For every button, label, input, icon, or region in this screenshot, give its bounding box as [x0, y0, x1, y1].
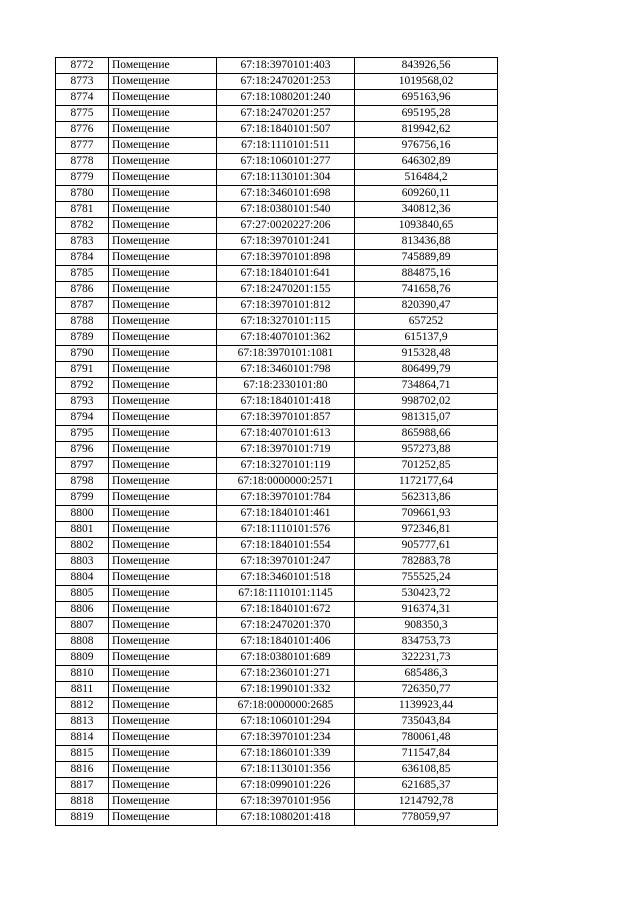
- cadastral-number: 67:18:0380101:540: [217, 202, 355, 218]
- table-row: [56, 730, 498, 746]
- row-number: 8787: [56, 298, 109, 314]
- object-type: Помещение: [109, 154, 217, 170]
- row-number: 8776: [56, 122, 109, 138]
- cadastral-value: 780061,48: [355, 730, 498, 746]
- cadastral-value: 782883,78: [355, 554, 498, 570]
- table-row: [56, 314, 498, 330]
- object-type: Помещение: [109, 298, 217, 314]
- object-type: Помещение: [109, 314, 217, 330]
- cadastral-number: 67:18:3460101:798: [217, 362, 355, 378]
- cadastral-value: 516484,2: [355, 170, 498, 186]
- cadastral-value: 734864,71: [355, 378, 498, 394]
- table-row: [56, 138, 498, 154]
- cadastral-value: 976756,16: [355, 138, 498, 154]
- table-row: [56, 410, 498, 426]
- cadastral-value: 998702,02: [355, 394, 498, 410]
- object-type: Помещение: [109, 554, 217, 570]
- table-row: [56, 442, 498, 458]
- table-row: [56, 250, 498, 266]
- cadastral-number: 67:18:2470201:253: [217, 74, 355, 90]
- table-row: [56, 218, 498, 234]
- cadastral-value: 981315,07: [355, 410, 498, 426]
- row-number: 8774: [56, 90, 109, 106]
- table-row: [56, 474, 498, 490]
- object-type: Помещение: [109, 602, 217, 618]
- cadastral-number: 67:18:2470201:155: [217, 282, 355, 298]
- cadastral-number: 67:18:3460101:518: [217, 570, 355, 586]
- object-type: Помещение: [109, 474, 217, 490]
- table-row: [56, 698, 498, 714]
- object-type: Помещение: [109, 714, 217, 730]
- table-row: [56, 282, 498, 298]
- table-row: [56, 122, 498, 138]
- row-number: 8780: [56, 186, 109, 202]
- object-type: Помещение: [109, 346, 217, 362]
- row-number: 8817: [56, 778, 109, 794]
- row-number: 8810: [56, 666, 109, 682]
- cadastral-value: 741658,76: [355, 282, 498, 298]
- cadastral-value: 778059,97: [355, 810, 498, 826]
- cadastral-number: 67:18:1060101:277: [217, 154, 355, 170]
- row-number: 8806: [56, 602, 109, 618]
- table-row: [56, 746, 498, 762]
- table-row: [56, 602, 498, 618]
- row-number: 8778: [56, 154, 109, 170]
- cadastral-value: 1214792,78: [355, 794, 498, 810]
- row-number: 8815: [56, 746, 109, 762]
- object-type: Помещение: [109, 74, 217, 90]
- table-row: [56, 394, 498, 410]
- cadastral-number: 67:18:3970101:403: [217, 58, 355, 74]
- table-row: [56, 618, 498, 634]
- cadastral-number: 67:18:3970101:857: [217, 410, 355, 426]
- cadastral-number: 67:18:1840101:507: [217, 122, 355, 138]
- row-number: 8801: [56, 522, 109, 538]
- cadastral-value: 745889,89: [355, 250, 498, 266]
- table-row: [56, 186, 498, 202]
- object-type: Помещение: [109, 58, 217, 74]
- cadastral-number: 67:18:4070101:362: [217, 330, 355, 346]
- object-type: Помещение: [109, 138, 217, 154]
- cadastral-number: 67:18:1110101:511: [217, 138, 355, 154]
- row-number: 8803: [56, 554, 109, 570]
- object-type: Помещение: [109, 122, 217, 138]
- cadastral-value: 972346,81: [355, 522, 498, 538]
- table-row: [56, 298, 498, 314]
- cadastral-value: 884875,16: [355, 266, 498, 282]
- object-type: Помещение: [109, 634, 217, 650]
- row-number: 8797: [56, 458, 109, 474]
- object-type: Помещение: [109, 442, 217, 458]
- cadastral-value: 806499,79: [355, 362, 498, 378]
- row-number: 8791: [56, 362, 109, 378]
- table-row: [56, 266, 498, 282]
- cadastral-value: 709661,93: [355, 506, 498, 522]
- row-number: 8819: [56, 810, 109, 826]
- cadastral-value: 726350,77: [355, 682, 498, 698]
- table-row: [56, 74, 498, 90]
- object-type: Помещение: [109, 186, 217, 202]
- cadastral-value: 636108,85: [355, 762, 498, 778]
- cadastral-value: 615137,9: [355, 330, 498, 346]
- cadastral-value: 657252: [355, 314, 498, 330]
- table-row: [56, 586, 498, 602]
- cadastral-value: 609260,11: [355, 186, 498, 202]
- object-type: Помещение: [109, 746, 217, 762]
- table-row: [56, 762, 498, 778]
- table-body: [56, 58, 498, 826]
- cadastral-value: 562313,86: [355, 490, 498, 506]
- object-type: Помещение: [109, 106, 217, 122]
- cadastral-value: 819942,62: [355, 122, 498, 138]
- cadastral-value: 735043,84: [355, 714, 498, 730]
- object-type: Помещение: [109, 730, 217, 746]
- cadastral-number: 67:18:1860101:339: [217, 746, 355, 762]
- table-row: [56, 170, 498, 186]
- table-row: [56, 234, 498, 250]
- cadastral-number: 67:18:1840101:406: [217, 634, 355, 650]
- object-type: Помещение: [109, 762, 217, 778]
- object-type: Помещение: [109, 698, 217, 714]
- table-row: [56, 506, 498, 522]
- row-number: 8799: [56, 490, 109, 506]
- cadastral-number: 67:18:3970101:241: [217, 234, 355, 250]
- object-type: Помещение: [109, 586, 217, 602]
- cadastral-value: 530423,72: [355, 586, 498, 602]
- cadastral-number: 67:18:3970101:1081: [217, 346, 355, 362]
- row-number: 8785: [56, 266, 109, 282]
- cadastral-value: 1019568,02: [355, 74, 498, 90]
- object-type: Помещение: [109, 794, 217, 810]
- table-row: [56, 650, 498, 666]
- row-number: 8818: [56, 794, 109, 810]
- table-row: [56, 666, 498, 682]
- row-number: 8792: [56, 378, 109, 394]
- cadastral-value: 755525,24: [355, 570, 498, 586]
- row-number: 8813: [56, 714, 109, 730]
- object-type: Помещение: [109, 218, 217, 234]
- table-row: [56, 778, 498, 794]
- cadastral-value: 908350,3: [355, 618, 498, 634]
- object-type: Помещение: [109, 282, 217, 298]
- cadastral-value: 322231,73: [355, 650, 498, 666]
- table-row: [56, 794, 498, 810]
- cadastral-number: 67:18:3970101:247: [217, 554, 355, 570]
- cadastral-number: 67:18:0000000:2571: [217, 474, 355, 490]
- cadastral-value: 843926,56: [355, 58, 498, 74]
- table-row: [56, 554, 498, 570]
- object-type: Помещение: [109, 394, 217, 410]
- table-row: [56, 426, 498, 442]
- cadastral-number: 67:18:1130101:356: [217, 762, 355, 778]
- table-row: [56, 106, 498, 122]
- table-row: [56, 570, 498, 586]
- cadastral-value: 695195,28: [355, 106, 498, 122]
- object-type: Помещение: [109, 682, 217, 698]
- table-row: [56, 90, 498, 106]
- cadastral-value: 865988,66: [355, 426, 498, 442]
- object-type: Помещение: [109, 250, 217, 266]
- cadastral-value: 1139923,44: [355, 698, 498, 714]
- table-row: [56, 458, 498, 474]
- cadastral-value: 1172177,64: [355, 474, 498, 490]
- row-number: 8811: [56, 682, 109, 698]
- cadastral-number: 67:18:1110101:1145: [217, 586, 355, 602]
- row-number: 8781: [56, 202, 109, 218]
- row-number: 8794: [56, 410, 109, 426]
- object-type: Помещение: [109, 234, 217, 250]
- cadastral-number: 67:18:0990101:226: [217, 778, 355, 794]
- cadastral-value: 813436,88: [355, 234, 498, 250]
- row-number: 8789: [56, 330, 109, 346]
- row-number: 8783: [56, 234, 109, 250]
- cadastral-value: 905777,61: [355, 538, 498, 554]
- cadastral-value: 685486,3: [355, 666, 498, 682]
- cadastral-number: 67:18:3970101:234: [217, 730, 355, 746]
- cadastral-number: 67:18:1080201:418: [217, 810, 355, 826]
- cadastral-number: 67:18:1080201:240: [217, 90, 355, 106]
- object-type: Помещение: [109, 266, 217, 282]
- cadastral-value: 711547,84: [355, 746, 498, 762]
- cadastral-value: 1093840,65: [355, 218, 498, 234]
- cadastral-number: 67:18:2360101:271: [217, 666, 355, 682]
- cadastral-number: 67:18:2470201:370: [217, 618, 355, 634]
- cadastral-number: 67:18:3270101:119: [217, 458, 355, 474]
- cadastral-number: 67:18:1840101:672: [217, 602, 355, 618]
- cadastral-number: 67:18:3970101:719: [217, 442, 355, 458]
- row-number: 8812: [56, 698, 109, 714]
- cadastral-value: 340812,36: [355, 202, 498, 218]
- row-number: 8782: [56, 218, 109, 234]
- object-type: Помещение: [109, 410, 217, 426]
- row-number: 8784: [56, 250, 109, 266]
- row-number: 8814: [56, 730, 109, 746]
- cadastral-value: 646302,89: [355, 154, 498, 170]
- cadastral-number: 67:18:3270101:115: [217, 314, 355, 330]
- cadastral-value: 695163,96: [355, 90, 498, 106]
- table-row: [56, 202, 498, 218]
- object-type: Помещение: [109, 666, 217, 682]
- object-type: Помещение: [109, 202, 217, 218]
- object-type: Помещение: [109, 426, 217, 442]
- cadastral-number: 67:18:2330101:80: [217, 378, 355, 394]
- table-row: [56, 522, 498, 538]
- object-type: Помещение: [109, 522, 217, 538]
- cadastral-number: 67:18:2470201:257: [217, 106, 355, 122]
- table-row: [56, 362, 498, 378]
- cadastral-number: 67:18:3460101:698: [217, 186, 355, 202]
- table-row: [56, 538, 498, 554]
- object-type: Помещение: [109, 570, 217, 586]
- object-type: Помещение: [109, 506, 217, 522]
- cadastral-number: 67:18:3970101:812: [217, 298, 355, 314]
- cadastral-number: 67:18:1990101:332: [217, 682, 355, 698]
- row-number: 8786: [56, 282, 109, 298]
- cadastral-value-table: [55, 57, 498, 826]
- cadastral-value: 916374,31: [355, 602, 498, 618]
- row-number: 8816: [56, 762, 109, 778]
- cadastral-value: 834753,73: [355, 634, 498, 650]
- object-type: Помещение: [109, 650, 217, 666]
- cadastral-number: 67:18:1840101:641: [217, 266, 355, 282]
- row-number: 8800: [56, 506, 109, 522]
- row-number: 8773: [56, 74, 109, 90]
- cadastral-value: 820390,47: [355, 298, 498, 314]
- row-number: 8795: [56, 426, 109, 442]
- object-type: Помещение: [109, 618, 217, 634]
- row-number: 8808: [56, 634, 109, 650]
- table-row: [56, 378, 498, 394]
- table-row: [56, 58, 498, 74]
- table-row: [56, 490, 498, 506]
- cadastral-number: 67:18:3970101:956: [217, 794, 355, 810]
- row-number: 8788: [56, 314, 109, 330]
- cadastral-number: 67:18:3970101:898: [217, 250, 355, 266]
- object-type: Помещение: [109, 170, 217, 186]
- cadastral-number: 67:18:1840101:461: [217, 506, 355, 522]
- cadastral-number: 67:18:0380101:689: [217, 650, 355, 666]
- row-number: 8779: [56, 170, 109, 186]
- row-number: 8775: [56, 106, 109, 122]
- row-number: 8798: [56, 474, 109, 490]
- object-type: Помещение: [109, 810, 217, 826]
- object-type: Помещение: [109, 330, 217, 346]
- cadastral-value: 621685,37: [355, 778, 498, 794]
- cadastral-value: 701252,85: [355, 458, 498, 474]
- cadastral-number: 67:18:1840101:418: [217, 394, 355, 410]
- row-number: 8777: [56, 138, 109, 154]
- object-type: Помещение: [109, 90, 217, 106]
- object-type: Помещение: [109, 458, 217, 474]
- table-row: [56, 154, 498, 170]
- row-number: 8802: [56, 538, 109, 554]
- table-row: [56, 714, 498, 730]
- object-type: Помещение: [109, 362, 217, 378]
- cadastral-number: 67:18:1110101:576: [217, 522, 355, 538]
- object-type: Помещение: [109, 490, 217, 506]
- cadastral-number: 67:18:4070101:613: [217, 426, 355, 442]
- object-type: Помещение: [109, 378, 217, 394]
- row-number: 8796: [56, 442, 109, 458]
- object-type: Помещение: [109, 778, 217, 794]
- row-number: 8807: [56, 618, 109, 634]
- row-number: 8772: [56, 58, 109, 74]
- row-number: 8809: [56, 650, 109, 666]
- row-number: 8790: [56, 346, 109, 362]
- row-number: 8793: [56, 394, 109, 410]
- cadastral-number: 67:27:0020227:206: [217, 218, 355, 234]
- cadastral-number: 67:18:1060101:294: [217, 714, 355, 730]
- object-type: Помещение: [109, 538, 217, 554]
- table-row: [56, 330, 498, 346]
- cadastral-number: 67:18:3970101:784: [217, 490, 355, 506]
- row-number: 8805: [56, 586, 109, 602]
- cadastral-value: 915328,48: [355, 346, 498, 362]
- table-row: [56, 634, 498, 650]
- table-row: [56, 810, 498, 826]
- table-row: [56, 346, 498, 362]
- cadastral-value: 957273,88: [355, 442, 498, 458]
- cadastral-number: 67:18:0000000:2685: [217, 698, 355, 714]
- cadastral-number: 67:18:1840101:554: [217, 538, 355, 554]
- row-number: 8804: [56, 570, 109, 586]
- table-row: [56, 682, 498, 698]
- cadastral-number: 67:18:1130101:304: [217, 170, 355, 186]
